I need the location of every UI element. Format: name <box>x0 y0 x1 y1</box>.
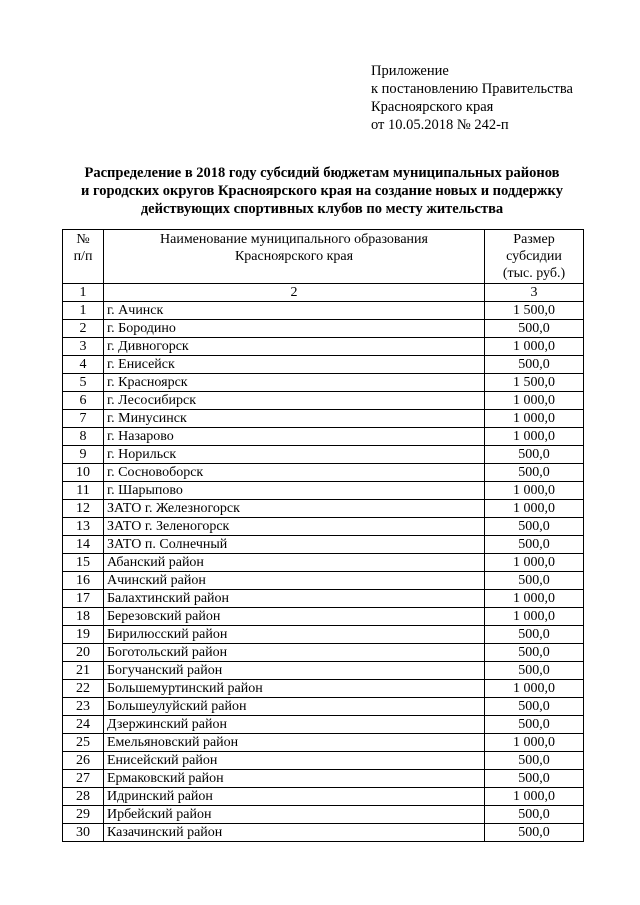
row-amount: 500,0 <box>485 662 584 680</box>
row-name: Ермаковский район <box>104 770 485 788</box>
column-number: 1 <box>63 284 104 302</box>
row-number: 16 <box>63 572 104 590</box>
table-row <box>63 356 584 374</box>
row-number: 28 <box>63 788 104 806</box>
row-amount: 1 000,0 <box>485 392 584 410</box>
row-amount: 500,0 <box>485 464 584 482</box>
row-number: 12 <box>63 500 104 518</box>
row-name: г. Норильск <box>104 446 485 464</box>
row-amount: 1 000,0 <box>485 680 584 698</box>
row-name: Ачинский район <box>104 572 485 590</box>
table-header-row <box>63 230 584 284</box>
table-row <box>63 644 584 662</box>
header-num-line: п/п <box>73 249 93 264</box>
row-name: г. Енисейск <box>104 356 485 374</box>
table-row <box>63 626 584 644</box>
row-amount: 500,0 <box>485 356 584 374</box>
table-row <box>63 500 584 518</box>
row-amount: 500,0 <box>485 770 584 788</box>
row-amount: 1 000,0 <box>485 788 584 806</box>
row-amount: 1 000,0 <box>485 590 584 608</box>
row-number: 7 <box>63 410 104 428</box>
row-number: 5 <box>63 374 104 392</box>
row-number: 13 <box>63 518 104 536</box>
table-row <box>63 734 584 752</box>
header-num <box>63 230 104 284</box>
table-row <box>63 464 584 482</box>
table-row <box>63 716 584 734</box>
row-number: 6 <box>63 392 104 410</box>
row-name: г. Дивногорск <box>104 338 485 356</box>
row-amount: 1 000,0 <box>485 338 584 356</box>
header-name <box>104 230 485 284</box>
row-number: 14 <box>63 536 104 554</box>
row-number: 19 <box>63 626 104 644</box>
row-amount: 1 500,0 <box>485 302 584 320</box>
row-amount: 500,0 <box>485 536 584 554</box>
row-number: 26 <box>63 752 104 770</box>
row-number: 10 <box>63 464 104 482</box>
table-row <box>63 590 584 608</box>
table-row <box>63 608 584 626</box>
row-name: Бирилюсский район <box>104 626 485 644</box>
row-name: г. Минусинск <box>104 410 485 428</box>
row-number: 25 <box>63 734 104 752</box>
row-amount: 1 000,0 <box>485 554 584 572</box>
column-number: 2 <box>104 284 485 302</box>
row-name: ЗАТО г. Железногорск <box>104 500 485 518</box>
row-name: Емельяновский район <box>104 734 485 752</box>
row-amount: 1 000,0 <box>485 500 584 518</box>
row-name: Большеулуйский район <box>104 698 485 716</box>
row-name: Абанский район <box>104 554 485 572</box>
row-amount: 500,0 <box>485 806 584 824</box>
table-row <box>63 482 584 500</box>
appendix-block <box>371 62 573 134</box>
row-amount: 500,0 <box>485 572 584 590</box>
table-row <box>63 824 584 842</box>
row-number: 8 <box>63 428 104 446</box>
document-title <box>60 164 584 218</box>
row-amount: 1 000,0 <box>485 482 584 500</box>
header-name-line: Наименование муниципального образования <box>160 232 428 247</box>
row-number: 22 <box>63 680 104 698</box>
row-name: Казачинский район <box>104 824 485 842</box>
row-name: г. Назарово <box>104 428 485 446</box>
row-number: 9 <box>63 446 104 464</box>
table-row <box>63 752 584 770</box>
header-amount-line: субсидии <box>506 249 562 264</box>
appendix-line: к постановлению Правительства <box>371 81 573 97</box>
row-name: ЗАТО г. Зеленогорск <box>104 518 485 536</box>
title-line: действующих спортивных клубов по месту жительства <box>140 201 504 217</box>
row-name: Дзержинский район <box>104 716 485 734</box>
table-row <box>63 536 584 554</box>
row-number: 21 <box>63 662 104 680</box>
header-name-line: Красноярского края <box>234 249 354 264</box>
row-amount: 500,0 <box>485 644 584 662</box>
title-line: и городских округов Красноярского края на создание новых и поддержку <box>81 183 563 199</box>
row-number: 3 <box>63 338 104 356</box>
table-row <box>63 302 584 320</box>
table-row <box>63 662 584 680</box>
table-row <box>63 518 584 536</box>
row-amount: 500,0 <box>485 320 584 338</box>
row-name: Большемуртинский район <box>104 680 485 698</box>
table-row <box>63 698 584 716</box>
table-row <box>63 788 584 806</box>
row-name: г. Ачинск <box>104 302 485 320</box>
appendix-line: Красноярского края <box>371 99 494 115</box>
column-number: 3 <box>485 284 584 302</box>
row-amount: 500,0 <box>485 716 584 734</box>
row-number: 18 <box>63 608 104 626</box>
row-amount: 500,0 <box>485 698 584 716</box>
row-name: Ирбейский район <box>104 806 485 824</box>
row-name: Енисейский район <box>104 752 485 770</box>
table-row <box>63 572 584 590</box>
row-name: Идринский район <box>104 788 485 806</box>
row-number: 24 <box>63 716 104 734</box>
table-row <box>63 806 584 824</box>
header-num-line: № <box>76 232 90 247</box>
row-name: г. Сосновоборск <box>104 464 485 482</box>
row-name: г. Шарыпово <box>104 482 485 500</box>
header-amount-line: (тыс. руб.) <box>502 266 566 281</box>
row-amount: 500,0 <box>485 626 584 644</box>
row-number: 27 <box>63 770 104 788</box>
table-row <box>63 446 584 464</box>
row-name: г. Бородино <box>104 320 485 338</box>
table-row <box>63 680 584 698</box>
row-number: 30 <box>63 824 104 842</box>
table-row <box>63 554 584 572</box>
title-line: Распределение в 2018 году субсидий бюджетам муниципальных районов <box>84 165 560 181</box>
row-amount: 500,0 <box>485 824 584 842</box>
header-amount <box>485 230 584 284</box>
table-row <box>63 392 584 410</box>
table-row <box>63 770 584 788</box>
table-row <box>63 428 584 446</box>
table-row <box>63 410 584 428</box>
row-amount: 1 000,0 <box>485 608 584 626</box>
subsidy-table <box>62 229 584 842</box>
row-amount: 500,0 <box>485 752 584 770</box>
header-amount-line: Размер <box>513 232 555 247</box>
row-amount: 500,0 <box>485 518 584 536</box>
row-number: 23 <box>63 698 104 716</box>
row-amount: 500,0 <box>485 446 584 464</box>
row-name: Березовский район <box>104 608 485 626</box>
row-name: г. Красноярск <box>104 374 485 392</box>
row-amount: 1 000,0 <box>485 734 584 752</box>
row-name: Боготольский район <box>104 644 485 662</box>
row-name: ЗАТО п. Солнечный <box>104 536 485 554</box>
row-number: 11 <box>63 482 104 500</box>
row-number: 20 <box>63 644 104 662</box>
row-number: 2 <box>63 320 104 338</box>
appendix-line: Приложение <box>371 63 449 79</box>
row-name: Богучанский район <box>104 662 485 680</box>
table-row <box>63 374 584 392</box>
row-name: г. Лесосибирск <box>104 392 485 410</box>
row-name: Балахтинский район <box>104 590 485 608</box>
column-number-row <box>63 284 584 302</box>
row-amount: 1 500,0 <box>485 374 584 392</box>
table-row <box>63 320 584 338</box>
row-number: 15 <box>63 554 104 572</box>
row-number: 4 <box>63 356 104 374</box>
row-amount: 1 000,0 <box>485 410 584 428</box>
row-number: 17 <box>63 590 104 608</box>
table-row <box>63 338 584 356</box>
appendix-line: от 10.05.2018 № 242-п <box>371 117 509 133</box>
row-number: 1 <box>63 302 104 320</box>
row-amount: 1 000,0 <box>485 428 584 446</box>
row-number: 29 <box>63 806 104 824</box>
